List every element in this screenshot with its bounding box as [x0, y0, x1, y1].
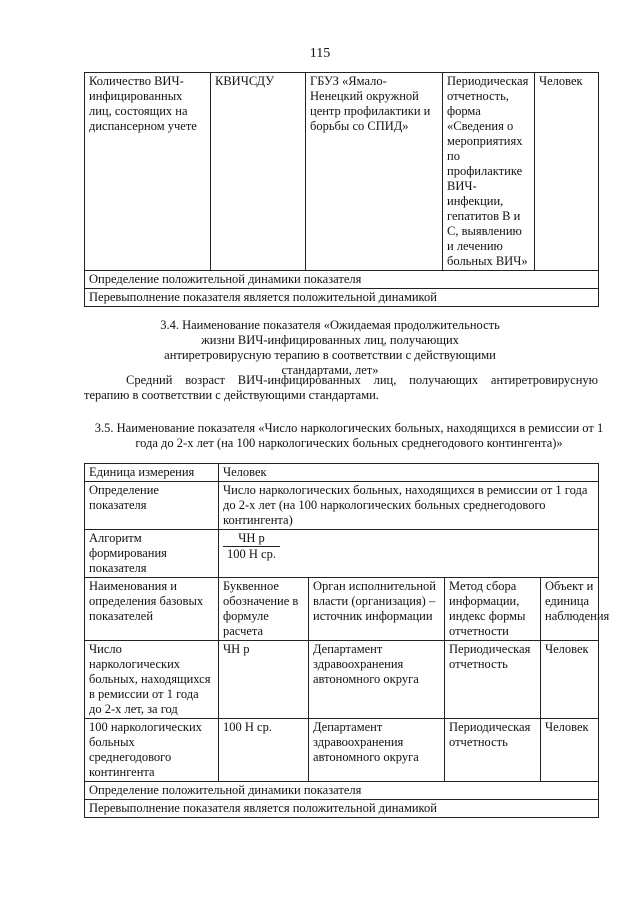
- unit-value: Человек: [219, 464, 599, 482]
- indicator-name: Количество ВИЧ-инфицированных лиц, состоящих на диспансерном учете: [85, 73, 211, 271]
- section-3-4-text: Средний возраст ВИЧ-инфицированных лиц, получающих антиретровирусную терапию в соответствии с действующими стандартами.: [84, 373, 598, 402]
- row-method: Периодическая отчетность: [445, 719, 541, 782]
- row-organ: Департамент здравоохранения автономного округа: [309, 719, 445, 782]
- definition-value: Число наркологических больных, находящихся в ремиссии от 1 года до 2-х лет (на 100 наркологических больных среднегодового контингента): [219, 482, 599, 530]
- dynamics-label: Определение положительной динамики показателя: [85, 271, 599, 289]
- header-organ: Орган исполнительной власти (организация) – источник информации: [309, 578, 445, 641]
- formula-numerator: ЧН р: [223, 531, 280, 547]
- dynamics-value: Перевыполнение показателя является положительной динамикой: [85, 800, 599, 818]
- indicator-method: Периодическая отчетность, форма «Сведения о мероприятиях по профилактике ВИЧ-инфекции, гепатитов В и С, выявлению и лечению больных ВИЧ»: [443, 73, 535, 271]
- formula-fraction: [223, 531, 280, 562]
- header-method: Метод сбора информации, индекс формы отчетности: [445, 578, 541, 641]
- algorithm-label: Алгоритм формирования показателя: [85, 530, 219, 578]
- row-organ: Департамент здравоохранения автономного округа: [309, 641, 445, 719]
- row-name: 100 наркологических больных среднегодового контингента: [85, 719, 219, 782]
- algorithm-formula: [219, 530, 599, 578]
- header-object: Объект и единица наблюдения: [541, 578, 599, 641]
- section-3-4-heading: 3.4. Наименование показателя «Ожидаемая продолжительность жизни ВИЧ-инфицированных лиц, получающих антиретровирусную терапию в соответствии с действующими стандартами, лет»: [160, 318, 500, 377]
- table-header-row: [85, 578, 599, 641]
- unit-label: Единица измерения: [85, 464, 219, 482]
- dynamics-value: Перевыполнение показателя является положительной динамикой: [85, 289, 599, 307]
- indicator-table: [84, 463, 610, 818]
- row-method: Периодическая отчетность: [445, 641, 541, 719]
- row-letter: 100 Н ср.: [219, 719, 309, 782]
- indicator-organ: ГБУЗ «Ямало-Ненецкий окружной центр профилактики и борьбы со СПИД»: [306, 73, 443, 271]
- table-row: [85, 719, 599, 782]
- table-row: [85, 73, 599, 271]
- dynamics-label: Определение положительной динамики показателя: [85, 782, 599, 800]
- indicator-unit: Человек: [535, 73, 599, 271]
- page-number: 115: [309, 46, 331, 61]
- header-letter: Буквенное обозначение в формуле расчета: [219, 578, 309, 641]
- indicator-table-continued: [84, 72, 599, 307]
- row-object: Человек: [541, 641, 599, 719]
- header-name: Наименования и определения базовых показателей: [85, 578, 219, 641]
- row-object: Человек: [541, 719, 599, 782]
- table-row: [85, 641, 599, 719]
- indicator-code: КВИЧСДУ: [211, 73, 306, 271]
- row-letter: ЧН р: [219, 641, 309, 719]
- row-name: Число наркологических больных, находящихся в ремиссии от 1 года до 2-х лет, за год: [85, 641, 219, 719]
- section-3-5-heading: 3.5. Наименование показателя «Число наркологических больных, находящихся в ремиссии от 1 года до 2-х лет (на 100 наркологических больных среднегодового контингента)»: [94, 421, 604, 450]
- definition-label: Определение показателя: [85, 482, 219, 530]
- formula-denominator: 100 Н ср.: [227, 547, 276, 561]
